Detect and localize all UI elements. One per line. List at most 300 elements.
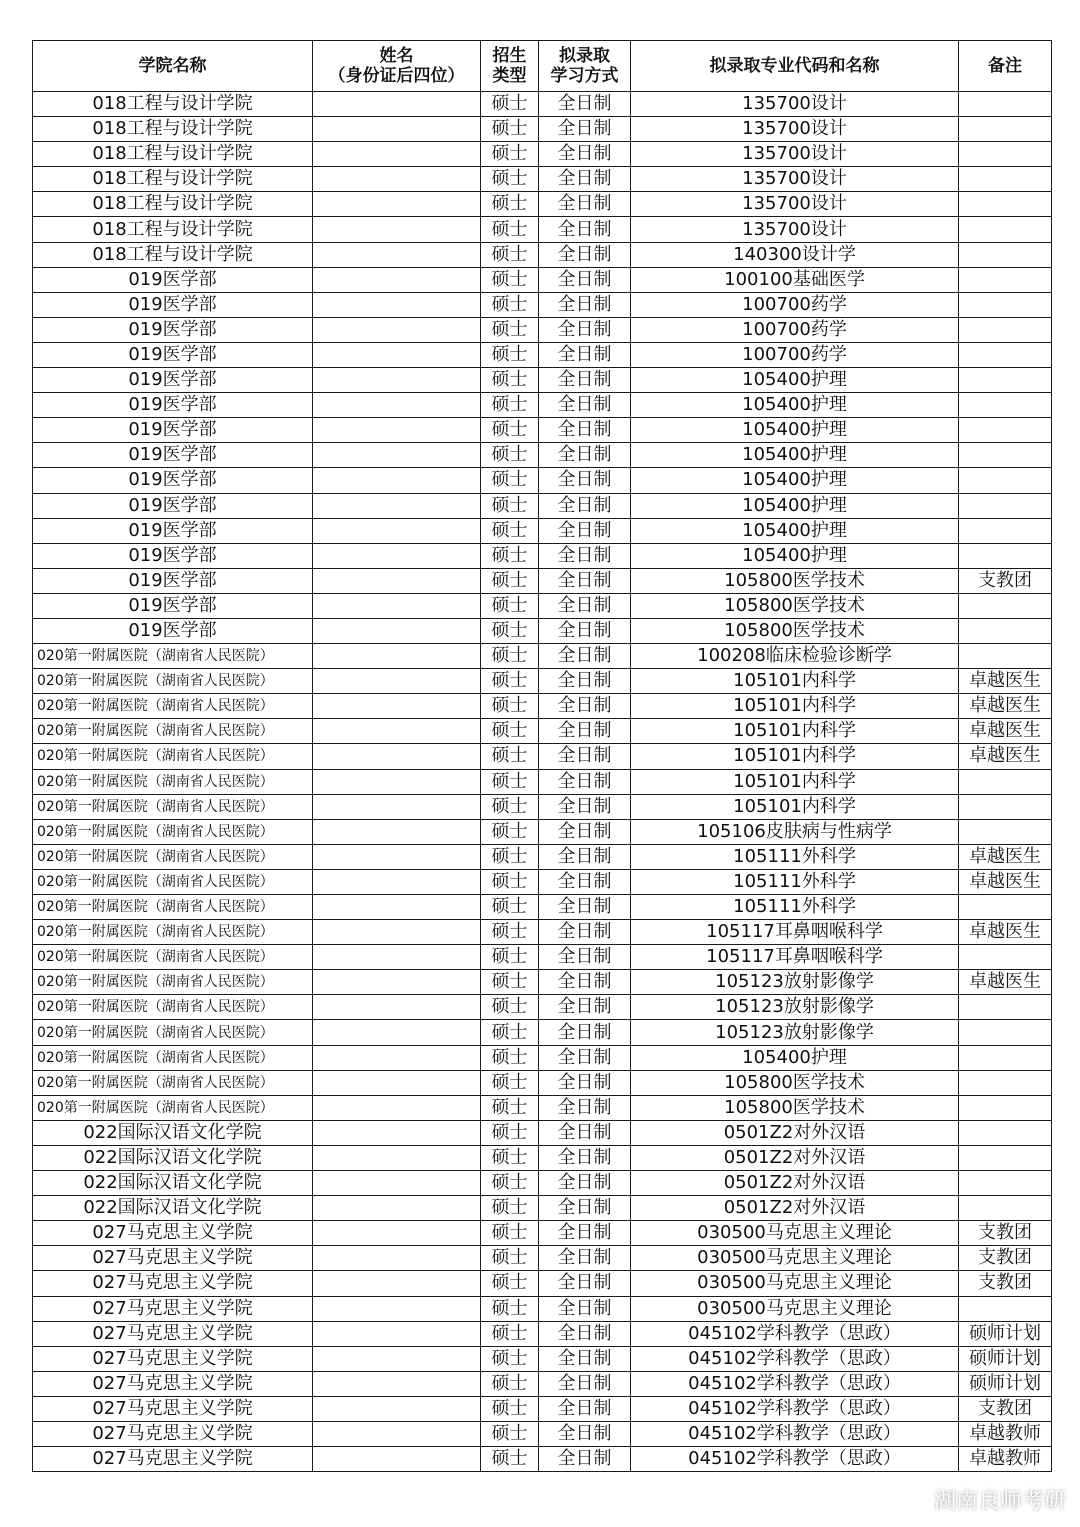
major-cell: 105111外科学: [631, 844, 959, 869]
college-cell: 020第一附属医院（湖南省人民医院）: [33, 895, 313, 920]
mode-cell: 全日制: [539, 142, 631, 167]
type-cell: 硕士: [481, 1221, 539, 1246]
table-row: [33, 769, 1052, 794]
mode-cell: 全日制: [539, 744, 631, 769]
name-cell: [313, 1070, 481, 1095]
college-cell: 018工程与设计学院: [33, 117, 313, 142]
college-cell: 020第一附属医院（湖南省人民医院）: [33, 945, 313, 970]
college-cell: 027马克思主义学院: [33, 1296, 313, 1321]
note-cell: [959, 618, 1052, 643]
mode-cell: 全日制: [539, 317, 631, 342]
note-cell: [959, 292, 1052, 317]
table-row: [33, 393, 1052, 418]
table-row: [33, 493, 1052, 518]
mode-cell: 全日制: [539, 1120, 631, 1145]
college-cell: 019医学部: [33, 342, 313, 367]
college-cell: 019医学部: [33, 543, 313, 568]
type-cell: 硕士: [481, 468, 539, 493]
type-cell: 硕士: [481, 1371, 539, 1396]
mode-cell: 全日制: [539, 719, 631, 744]
name-cell: [313, 618, 481, 643]
name-cell: [313, 393, 481, 418]
major-cell: 0501Z2对外汉语: [631, 1171, 959, 1196]
header-major: 拟录取专业代码和名称: [631, 41, 959, 92]
note-cell: [959, 1296, 1052, 1321]
type-cell: 硕士: [481, 393, 539, 418]
name-cell: [313, 1396, 481, 1421]
table-row: [33, 1196, 1052, 1221]
type-cell: 硕士: [481, 719, 539, 744]
type-cell: 硕士: [481, 1246, 539, 1271]
table-row: [33, 744, 1052, 769]
major-cell: 105117耳鼻咽喉科学: [631, 945, 959, 970]
college-cell: 019医学部: [33, 518, 313, 543]
college-cell: 019医学部: [33, 593, 313, 618]
college-cell: 020第一附属医院（湖南省人民医院）: [33, 970, 313, 995]
major-cell: 045102学科教学（思政）: [631, 1371, 959, 1396]
major-cell: 100100基础医学: [631, 267, 959, 292]
college-cell: 020第一附属医院（湖南省人民医院）: [33, 1095, 313, 1120]
college-cell: 020第一附属医院（湖南省人民医院）: [33, 694, 313, 719]
type-cell: 硕士: [481, 443, 539, 468]
type-cell: 硕士: [481, 895, 539, 920]
mode-cell: 全日制: [539, 368, 631, 393]
table-row: [33, 1145, 1052, 1170]
type-cell: 硕士: [481, 995, 539, 1020]
college-cell: 027马克思主义学院: [33, 1321, 313, 1346]
type-cell: 硕士: [481, 1196, 539, 1221]
type-cell: 硕士: [481, 267, 539, 292]
major-cell: 0501Z2对外汉语: [631, 1145, 959, 1170]
type-cell: 硕士: [481, 1120, 539, 1145]
mode-cell: 全日制: [539, 543, 631, 568]
major-cell: 105111外科学: [631, 869, 959, 894]
header-note: 备注: [959, 41, 1052, 92]
header-college: 学院名称: [33, 41, 313, 92]
table-row: [33, 593, 1052, 618]
mode-cell: 全日制: [539, 267, 631, 292]
major-cell: 100700药学: [631, 317, 959, 342]
note-cell: [959, 1120, 1052, 1145]
college-cell: 018工程与设计学院: [33, 142, 313, 167]
type-cell: 硕士: [481, 694, 539, 719]
name-cell: [313, 117, 481, 142]
major-cell: 030500马克思主义理论: [631, 1221, 959, 1246]
major-cell: 105123放射影像学: [631, 970, 959, 995]
admission-table: [32, 40, 1052, 1472]
name-cell: [313, 819, 481, 844]
table-row: [33, 443, 1052, 468]
note-cell: [959, 995, 1052, 1020]
table-row: [33, 694, 1052, 719]
major-cell: 135700设计: [631, 142, 959, 167]
type-cell: 硕士: [481, 1447, 539, 1472]
note-cell: 卓越医生: [959, 869, 1052, 894]
note-cell: 支教团: [959, 1221, 1052, 1246]
mode-cell: 全日制: [539, 644, 631, 669]
table-row: [33, 317, 1052, 342]
table-row: [33, 342, 1052, 367]
table-row: [33, 895, 1052, 920]
mode-cell: 全日制: [539, 618, 631, 643]
college-cell: 022国际汉语文化学院: [33, 1120, 313, 1145]
table-row: [33, 192, 1052, 217]
note-cell: [959, 242, 1052, 267]
note-cell: [959, 1171, 1052, 1196]
note-cell: [959, 493, 1052, 518]
college-cell: 020第一附属医院（湖南省人民医院）: [33, 1020, 313, 1045]
college-cell: 020第一附属医院（湖南省人民医院）: [33, 644, 313, 669]
table-row: [33, 869, 1052, 894]
name-cell: [313, 744, 481, 769]
mode-cell: 全日制: [539, 468, 631, 493]
major-cell: 0501Z2对外汉语: [631, 1196, 959, 1221]
name-cell: [313, 1171, 481, 1196]
mode-cell: 全日制: [539, 292, 631, 317]
table-row: [33, 1095, 1052, 1120]
college-cell: 018工程与设计学院: [33, 92, 313, 117]
type-cell: 硕士: [481, 342, 539, 367]
major-cell: 105400护理: [631, 518, 959, 543]
note-cell: [959, 543, 1052, 568]
name-cell: [313, 192, 481, 217]
name-cell: [313, 694, 481, 719]
header-type: 招生 类型: [481, 41, 539, 92]
type-cell: 硕士: [481, 167, 539, 192]
name-cell: [313, 1196, 481, 1221]
college-cell: 027马克思主义学院: [33, 1447, 313, 1472]
table-row: [33, 1045, 1052, 1070]
mode-cell: 全日制: [539, 844, 631, 869]
type-cell: 硕士: [481, 142, 539, 167]
mode-cell: 全日制: [539, 418, 631, 443]
mode-cell: 全日制: [539, 192, 631, 217]
college-cell: 020第一附属医院（湖南省人民医院）: [33, 1070, 313, 1095]
table-row: [33, 543, 1052, 568]
name-cell: [313, 493, 481, 518]
name-cell: [313, 368, 481, 393]
type-cell: 硕士: [481, 593, 539, 618]
name-cell: [313, 1095, 481, 1120]
table-row: [33, 167, 1052, 192]
type-cell: 硕士: [481, 92, 539, 117]
name-cell: [313, 869, 481, 894]
type-cell: 硕士: [481, 543, 539, 568]
major-cell: 105800医学技术: [631, 593, 959, 618]
college-cell: 019医学部: [33, 393, 313, 418]
major-cell: 105800医学技术: [631, 568, 959, 593]
name-cell: [313, 418, 481, 443]
mode-cell: 全日制: [539, 1020, 631, 1045]
name-cell: [313, 543, 481, 568]
name-cell: [313, 1120, 481, 1145]
major-cell: 045102学科教学（思政）: [631, 1396, 959, 1421]
major-cell: 105106皮肤病与性病学: [631, 819, 959, 844]
type-cell: 硕士: [481, 869, 539, 894]
mode-cell: 全日制: [539, 443, 631, 468]
college-cell: 020第一附属医院（湖南省人民医院）: [33, 769, 313, 794]
name-cell: [313, 1221, 481, 1246]
type-cell: 硕士: [481, 669, 539, 694]
major-cell: 105117耳鼻咽喉科学: [631, 920, 959, 945]
note-cell: 支教团: [959, 568, 1052, 593]
major-cell: 100700药学: [631, 292, 959, 317]
note-cell: 硕师计划: [959, 1371, 1052, 1396]
mode-cell: 全日制: [539, 1421, 631, 1446]
mode-cell: 全日制: [539, 1296, 631, 1321]
note-cell: [959, 1196, 1052, 1221]
table-row: [33, 1321, 1052, 1346]
table-row: [33, 794, 1052, 819]
major-cell: 105400护理: [631, 468, 959, 493]
major-cell: 105800医学技术: [631, 1070, 959, 1095]
type-cell: 硕士: [481, 117, 539, 142]
table-row: [33, 945, 1052, 970]
mode-cell: 全日制: [539, 393, 631, 418]
college-cell: 027马克思主义学院: [33, 1221, 313, 1246]
type-cell: 硕士: [481, 618, 539, 643]
college-cell: 019医学部: [33, 568, 313, 593]
table-body: [33, 92, 1052, 1472]
note-cell: [959, 1095, 1052, 1120]
note-cell: [959, 167, 1052, 192]
major-cell: 045102学科教学（思政）: [631, 1447, 959, 1472]
table-row: [33, 1271, 1052, 1296]
type-cell: 硕士: [481, 1045, 539, 1070]
mode-cell: 全日制: [539, 1246, 631, 1271]
type-cell: 硕士: [481, 945, 539, 970]
college-cell: 019医学部: [33, 418, 313, 443]
name-cell: [313, 468, 481, 493]
type-cell: 硕士: [481, 568, 539, 593]
note-cell: [959, 217, 1052, 242]
mode-cell: 全日制: [539, 1396, 631, 1421]
college-cell: 020第一附属医院（湖南省人民医院）: [33, 719, 313, 744]
name-cell: [313, 142, 481, 167]
table-row: [33, 418, 1052, 443]
major-cell: 045102学科教学（思政）: [631, 1346, 959, 1371]
major-cell: 105101内科学: [631, 744, 959, 769]
college-cell: 019医学部: [33, 368, 313, 393]
type-cell: 硕士: [481, 242, 539, 267]
mode-cell: 全日制: [539, 342, 631, 367]
type-cell: 硕士: [481, 192, 539, 217]
name-cell: [313, 1246, 481, 1271]
mode-cell: 全日制: [539, 1221, 631, 1246]
table-row: [33, 1020, 1052, 1045]
college-cell: 027马克思主义学院: [33, 1371, 313, 1396]
major-cell: 105800医学技术: [631, 1095, 959, 1120]
mode-cell: 全日制: [539, 593, 631, 618]
table-row: [33, 92, 1052, 117]
table-row: [33, 970, 1052, 995]
note-cell: [959, 368, 1052, 393]
note-cell: [959, 644, 1052, 669]
name-cell: [313, 794, 481, 819]
table-row: [33, 1171, 1052, 1196]
type-cell: 硕士: [481, 418, 539, 443]
mode-cell: 全日制: [539, 1045, 631, 1070]
name-cell: [313, 443, 481, 468]
type-cell: 硕士: [481, 769, 539, 794]
major-cell: 105400护理: [631, 443, 959, 468]
college-cell: 018工程与设计学院: [33, 167, 313, 192]
type-cell: 硕士: [481, 1020, 539, 1045]
college-cell: 022国际汉语文化学院: [33, 1145, 313, 1170]
college-cell: 019医学部: [33, 443, 313, 468]
note-cell: 卓越教师: [959, 1447, 1052, 1472]
admission-list-sheet: [32, 40, 1051, 1472]
major-cell: 045102学科教学（思政）: [631, 1321, 959, 1346]
type-cell: 硕士: [481, 1070, 539, 1095]
note-cell: [959, 192, 1052, 217]
major-cell: 045102学科教学（思政）: [631, 1421, 959, 1446]
name-cell: [313, 568, 481, 593]
college-cell: 019医学部: [33, 468, 313, 493]
major-cell: 105800医学技术: [631, 618, 959, 643]
name-cell: [313, 267, 481, 292]
major-cell: 105101内科学: [631, 769, 959, 794]
table-row: [33, 1070, 1052, 1095]
table-row: [33, 995, 1052, 1020]
type-cell: 硕士: [481, 317, 539, 342]
mode-cell: 全日制: [539, 1321, 631, 1346]
table-row: [33, 819, 1052, 844]
college-cell: 018工程与设计学院: [33, 217, 313, 242]
name-cell: [313, 1321, 481, 1346]
table-row: [33, 142, 1052, 167]
table-row: [33, 117, 1052, 142]
table-row: [33, 518, 1052, 543]
mode-cell: 全日制: [539, 242, 631, 267]
mode-cell: 全日制: [539, 1070, 631, 1095]
mode-cell: 全日制: [539, 819, 631, 844]
table-row: [33, 292, 1052, 317]
note-cell: 支教团: [959, 1246, 1052, 1271]
type-cell: 硕士: [481, 1321, 539, 1346]
mode-cell: 全日制: [539, 970, 631, 995]
mode-cell: 全日制: [539, 945, 631, 970]
major-cell: 105101内科学: [631, 694, 959, 719]
note-cell: 卓越医生: [959, 744, 1052, 769]
type-cell: 硕士: [481, 920, 539, 945]
college-cell: 020第一附属医院（湖南省人民医院）: [33, 794, 313, 819]
note-cell: [959, 593, 1052, 618]
note-cell: [959, 142, 1052, 167]
college-cell: 020第一附属医院（湖南省人民医院）: [33, 920, 313, 945]
type-cell: 硕士: [481, 1095, 539, 1120]
table-row: [33, 719, 1052, 744]
college-cell: 022国际汉语文化学院: [33, 1196, 313, 1221]
name-cell: [313, 644, 481, 669]
note-cell: [959, 1070, 1052, 1095]
type-cell: 硕士: [481, 493, 539, 518]
mode-cell: 全日制: [539, 92, 631, 117]
table-row: [33, 368, 1052, 393]
name-cell: [313, 1045, 481, 1070]
type-cell: 硕士: [481, 292, 539, 317]
table-row: [33, 267, 1052, 292]
type-cell: 硕士: [481, 1396, 539, 1421]
name-cell: [313, 167, 481, 192]
name-cell: [313, 895, 481, 920]
table-row: [33, 920, 1052, 945]
college-cell: 020第一附属医院（湖南省人民医院）: [33, 995, 313, 1020]
note-cell: 卓越医生: [959, 844, 1052, 869]
note-cell: [959, 819, 1052, 844]
mode-cell: 全日制: [539, 217, 631, 242]
major-cell: 105400护理: [631, 393, 959, 418]
name-cell: [313, 518, 481, 543]
college-cell: 020第一附属医院（湖南省人民医院）: [33, 744, 313, 769]
name-cell: [313, 920, 481, 945]
table-row: [33, 1371, 1052, 1396]
table-row: [33, 618, 1052, 643]
major-cell: 135700设计: [631, 192, 959, 217]
major-cell: 105101内科学: [631, 669, 959, 694]
type-cell: 硕士: [481, 744, 539, 769]
mode-cell: 全日制: [539, 167, 631, 192]
note-cell: [959, 92, 1052, 117]
major-cell: 105111外科学: [631, 895, 959, 920]
major-cell: 105123放射影像学: [631, 995, 959, 1020]
name-cell: [313, 1145, 481, 1170]
major-cell: 030500马克思主义理论: [631, 1296, 959, 1321]
table-row: [33, 669, 1052, 694]
type-cell: 硕士: [481, 1271, 539, 1296]
college-cell: 022国际汉语文化学院: [33, 1171, 313, 1196]
mode-cell: 全日制: [539, 1346, 631, 1371]
watermark: 湖南良师考研: [933, 1489, 1066, 1514]
name-cell: [313, 92, 481, 117]
header-name: 姓名 （身份证后四位）: [313, 41, 481, 92]
type-cell: 硕士: [481, 970, 539, 995]
table-row: [33, 644, 1052, 669]
note-cell: [959, 443, 1052, 468]
mode-cell: 全日制: [539, 920, 631, 945]
note-cell: 硕师计划: [959, 1346, 1052, 1371]
note-cell: [959, 518, 1052, 543]
note-cell: 卓越医生: [959, 669, 1052, 694]
type-cell: 硕士: [481, 1171, 539, 1196]
note-cell: [959, 1145, 1052, 1170]
major-cell: 105400护理: [631, 368, 959, 393]
name-cell: [313, 844, 481, 869]
major-cell: 135700设计: [631, 167, 959, 192]
major-cell: 105123放射影像学: [631, 1020, 959, 1045]
name-cell: [313, 593, 481, 618]
major-cell: 105400护理: [631, 493, 959, 518]
name-cell: [313, 1346, 481, 1371]
mode-cell: 全日制: [539, 769, 631, 794]
mode-cell: 全日制: [539, 1095, 631, 1120]
note-cell: [959, 794, 1052, 819]
table-row: [33, 1221, 1052, 1246]
name-cell: [313, 769, 481, 794]
note-cell: [959, 393, 1052, 418]
major-cell: 100208临床检验诊断学: [631, 644, 959, 669]
header-mode: 拟录取 学习方式: [539, 41, 631, 92]
major-cell: 030500马克思主义理论: [631, 1271, 959, 1296]
mode-cell: 全日制: [539, 1171, 631, 1196]
major-cell: 100700药学: [631, 342, 959, 367]
name-cell: [313, 217, 481, 242]
name-cell: [313, 1447, 481, 1472]
college-cell: 020第一附属医院（湖南省人民医院）: [33, 844, 313, 869]
major-cell: 030500马克思主义理论: [631, 1246, 959, 1271]
note-cell: [959, 1020, 1052, 1045]
type-cell: 硕士: [481, 1346, 539, 1371]
